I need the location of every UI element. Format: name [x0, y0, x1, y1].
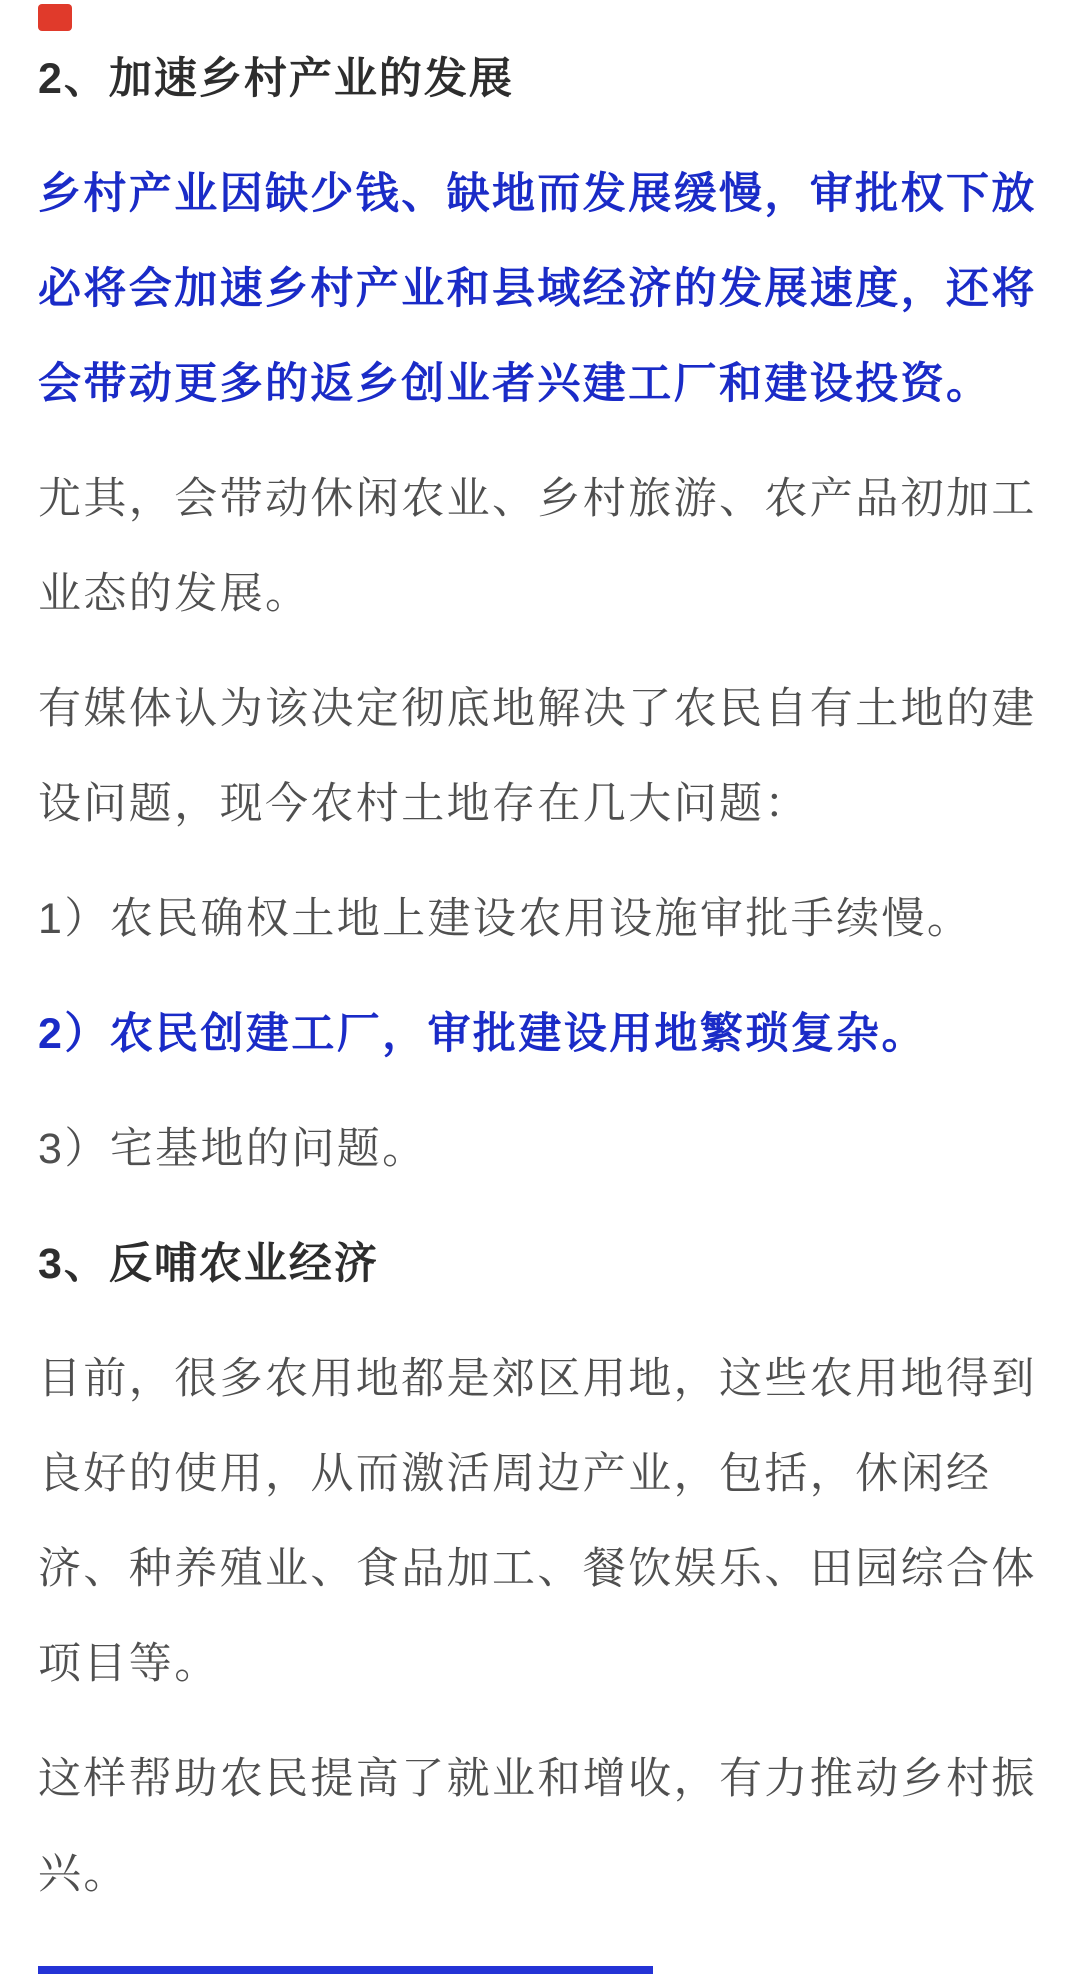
paragraph-youqi — [38, 476, 1042, 666]
text-line: 2）农民创建工厂，审批建设用地繁琐复杂。 — [38, 1010, 927, 1058]
cutoff-text-line — [38, 1966, 653, 1974]
text-line: 3、反哺农业经济 — [38, 1240, 379, 1288]
text-line: 乡村产业因缺少钱、缺地而发展缓慢，审批权下放 — [38, 170, 1037, 218]
text-line: 1）农民确权土地上建设农用设施审批手续慢。 — [38, 895, 973, 943]
paragraph-muqian — [38, 1356, 1042, 1736]
text-line: 这样帮助农民提高了就业和增收，有力推动乡村振 — [38, 1755, 1037, 1803]
text-line: 项目等。 — [38, 1640, 220, 1688]
text-line: 目前，很多农用地都是郊区用地，这些农用地得到 — [38, 1355, 1037, 1403]
list-item-3 — [38, 1126, 1042, 1221]
text-line: 设问题，现今农村土地存在几大问题： — [38, 780, 810, 828]
section-heading-3 — [38, 1241, 1042, 1336]
text-line: 必将会加速乡村产业和县域经济的发展速度，还将 — [38, 265, 1037, 313]
text-line: 尤其，会带动休闲农业、乡村旅游、农产品初加工 — [38, 475, 1037, 523]
text-line: 2、加速乡村产业的发展 — [38, 55, 514, 103]
paragraph-zheyang — [38, 1756, 1042, 1946]
article-body — [38, 56, 1042, 1946]
text-line: 有媒体认为该决定彻底地解决了农民自有土地的建 — [38, 685, 1037, 733]
red-section-marker-icon — [38, 4, 72, 31]
text-line: 兴。 — [38, 1850, 129, 1898]
text-line: 济、种养殖业、食品加工、餐饮娱乐、田园综合体 — [38, 1545, 1037, 1593]
text-line: 良好的使用，从而激活周边产业，包括，休闲经 — [38, 1450, 992, 1498]
text-line: 3）宅基地的问题。 — [38, 1125, 428, 1173]
section-heading-2 — [38, 56, 1042, 151]
paragraph-media — [38, 686, 1042, 876]
list-item-1 — [38, 896, 1042, 991]
list-item-2 — [38, 1011, 1042, 1106]
emphasis-paragraph-1 — [38, 171, 1042, 456]
text-line: 业态的发展。 — [38, 570, 311, 618]
text-line: 会带动更多的返乡创业者兴建工厂和建设投资。 — [38, 360, 992, 408]
